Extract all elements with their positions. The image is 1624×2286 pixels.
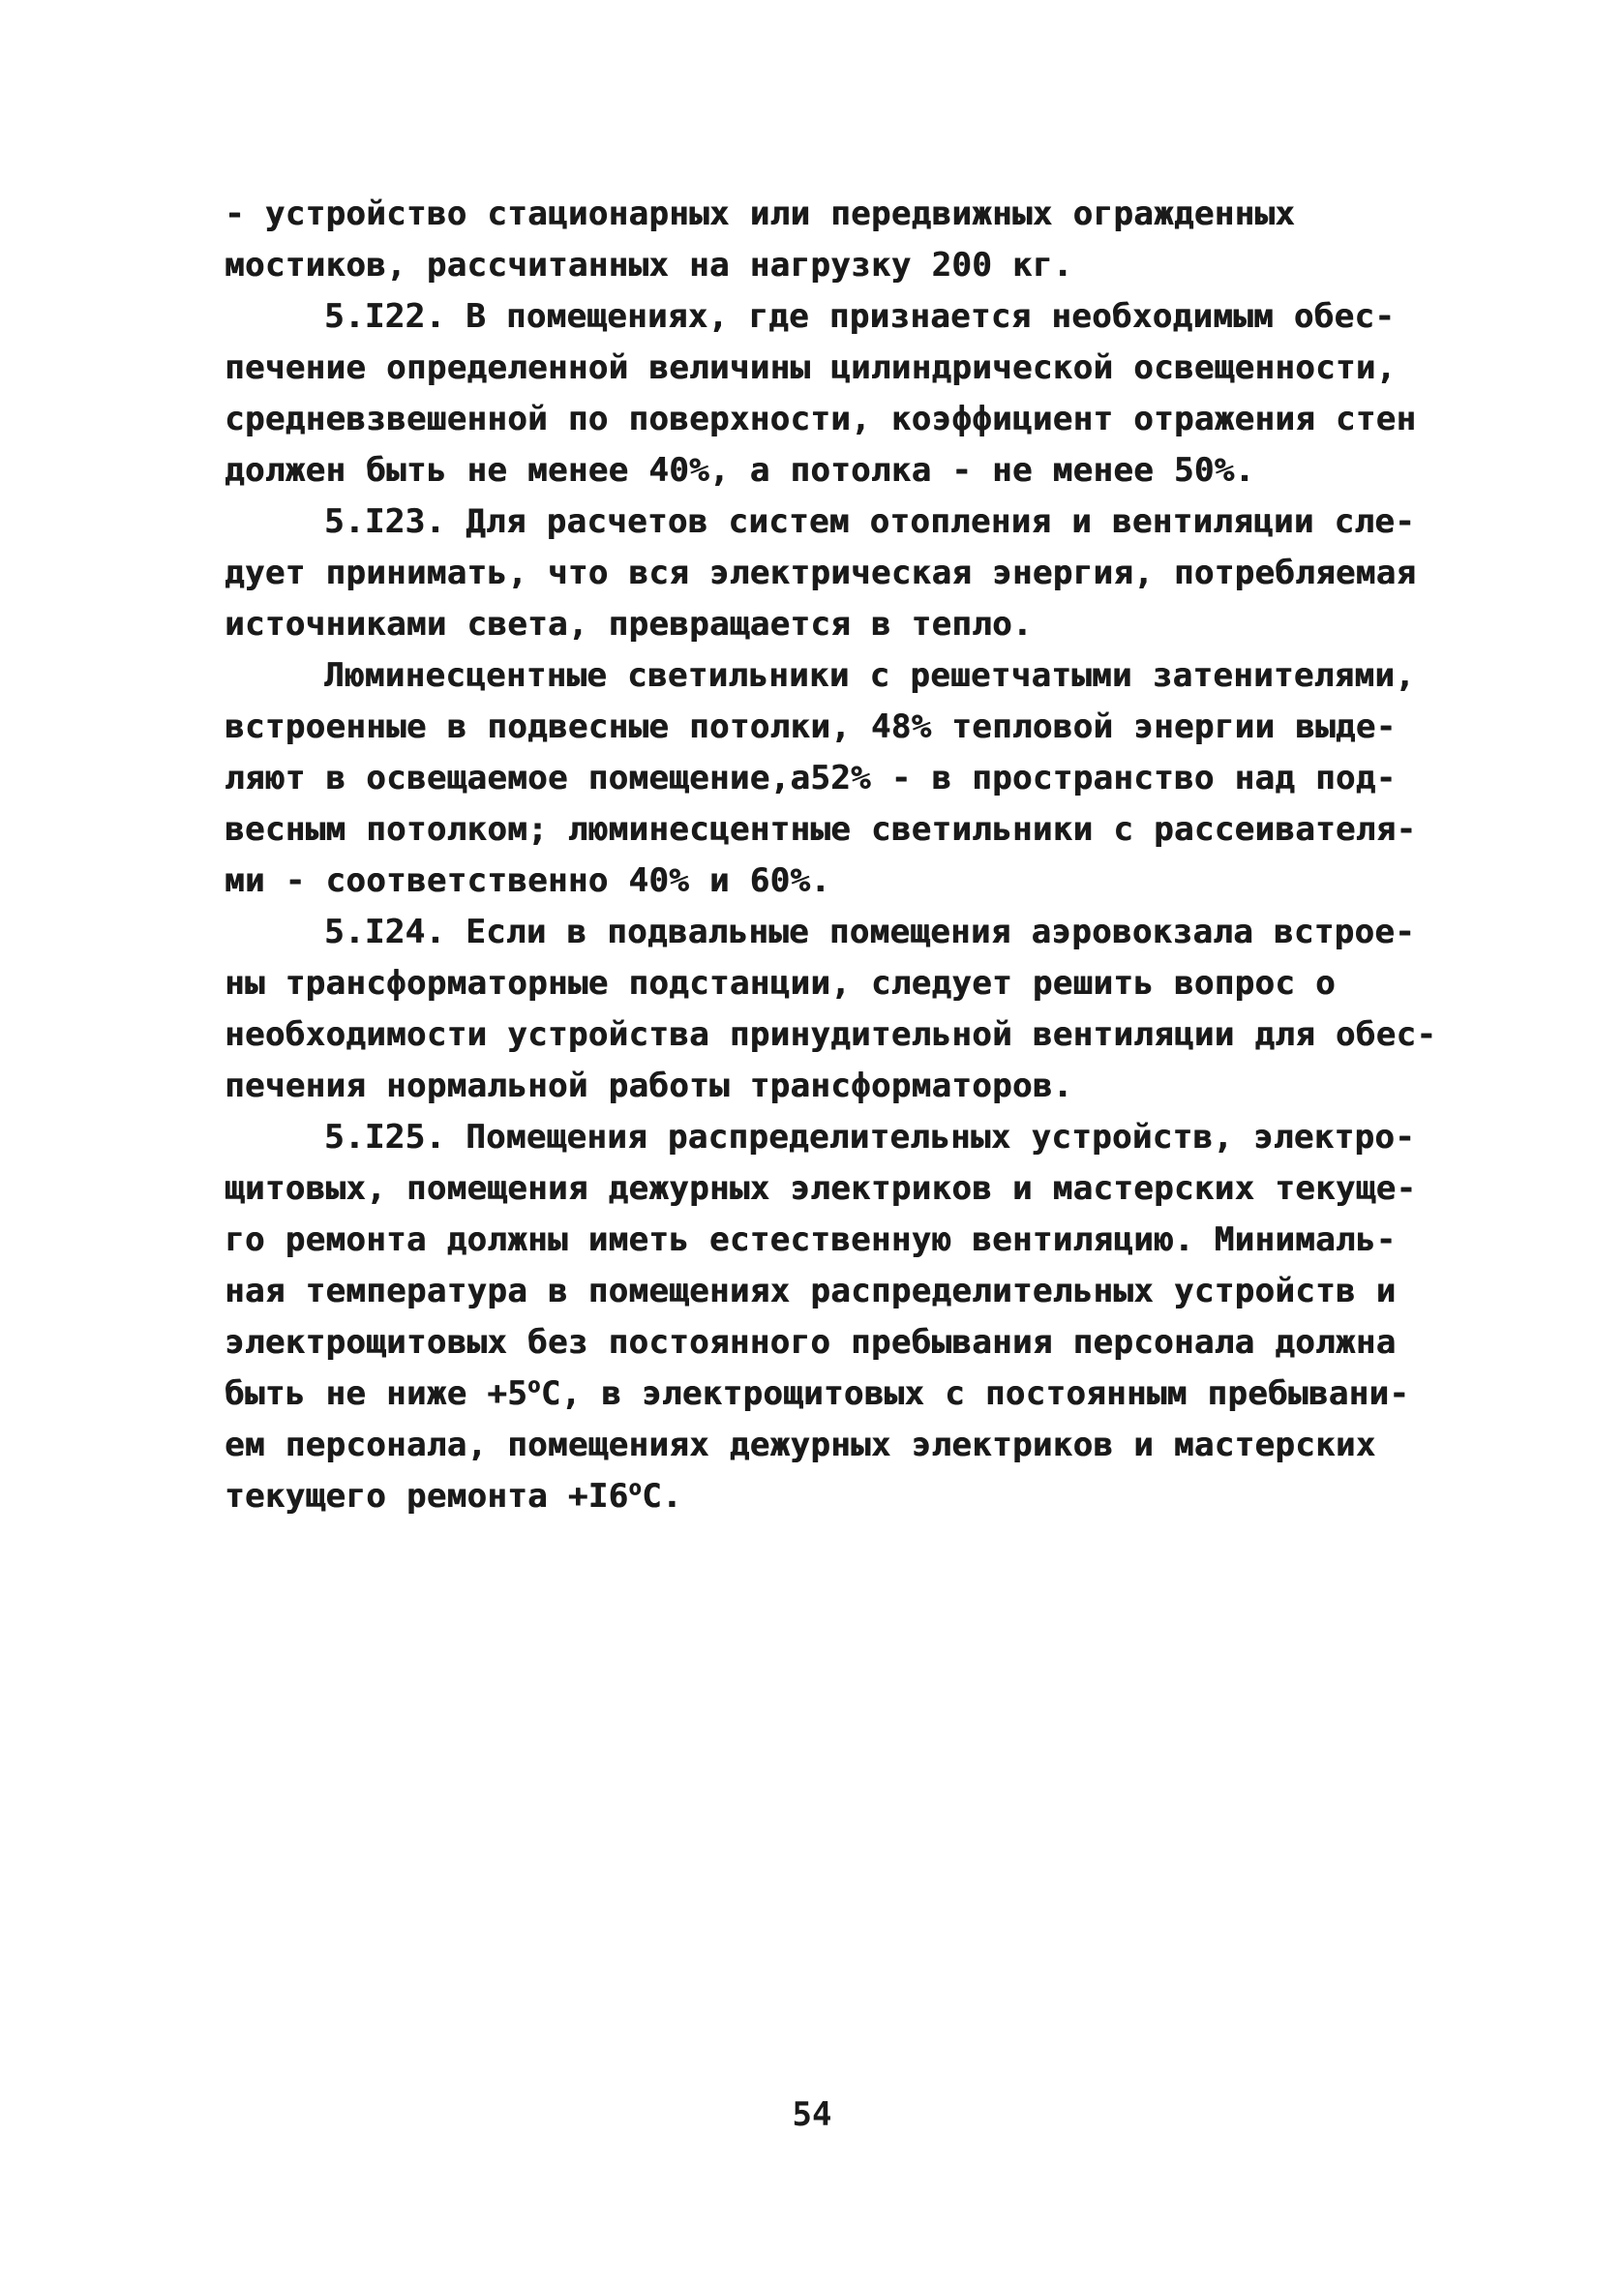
text-line: необходимости устройства принудительной вентиляции для обес- xyxy=(225,1015,1437,1054)
text-line: ны трансформаторные подстанции, следует решить вопрос о xyxy=(225,964,1336,1003)
text-line-temperature-5 xyxy=(225,1369,1473,1418)
page-number: 54 xyxy=(792,2095,832,2134)
text-line: печения нормальной работы трансформаторов. xyxy=(225,1067,1073,1105)
text-line: должен быть не менее 40%, а потолка - не менее 50%. xyxy=(225,451,1255,490)
text-line: мостиков, рассчитанных на нагрузку 200 кг. xyxy=(225,246,1073,285)
paragraph-5-124-start: 5.I24. Если в подвальные помещения аэровокзала встрое- xyxy=(324,913,1415,951)
text-line: - устройство стационарных или передвижных огражденных xyxy=(225,195,1296,233)
text-line: ная температура в помещениях распределительных устройств и xyxy=(225,1272,1397,1310)
text-line: го ремонта должны иметь естественную вентиляцию. Минималь- xyxy=(225,1220,1397,1259)
text-segment: текущего ремонта +I6 xyxy=(225,1477,629,1516)
text-line: средневзвешенной по поверхности, коэффициент отражения стен xyxy=(225,400,1417,438)
text-line: ми - соответственно 40% и 60%. xyxy=(225,861,831,900)
text-segment: быть не ниже +5 xyxy=(225,1374,528,1413)
text-line: источниками света, превращается в тепло. xyxy=(225,605,1033,644)
paragraph-5-125-start: 5.I25. Помещения распределительных устройств, электро- xyxy=(324,1118,1415,1157)
text-line: встроенные в подвесные потолки, 48% тепловой энергии выде- xyxy=(225,707,1397,746)
text-line: ляют в освещаемое помещение,а52% - в пространство над под- xyxy=(225,759,1397,797)
text-segment: С. xyxy=(642,1477,682,1516)
text-line: печение определенной величины цилиндрической освещенности, xyxy=(225,348,1397,387)
text-line: ем персонала, помещениях дежурных электриков и мастерских xyxy=(225,1426,1376,1464)
paragraph-luminescent-start: Люминесцентные светильники с решетчатыми затенителями, xyxy=(324,656,1415,695)
text-line: весным потолком; люминесцентные светильники с рассеивателя- xyxy=(225,810,1417,849)
text-segment: С, в электрощитовых с постоянным пребывани- xyxy=(540,1374,1410,1413)
text-line: дует принимать, что вся электрическая энергия, потребляемая xyxy=(225,554,1417,592)
degree-superscript: о xyxy=(628,1476,643,1501)
paragraph-5-123-start: 5.I23. Для расчетов систем отопления и вентиляции сле- xyxy=(324,502,1415,541)
degree-superscript: о xyxy=(527,1373,541,1399)
text-line-temperature-16 xyxy=(225,1472,1473,1520)
text-line: щитовых, помещения дежурных электриков и мастерских текуще- xyxy=(225,1169,1417,1208)
text-line: электрощитовых без постоянного пребывания персонала должна xyxy=(225,1323,1397,1362)
paragraph-5-122-start: 5.I22. В помещениях, где признается необходимым обес- xyxy=(324,297,1396,336)
